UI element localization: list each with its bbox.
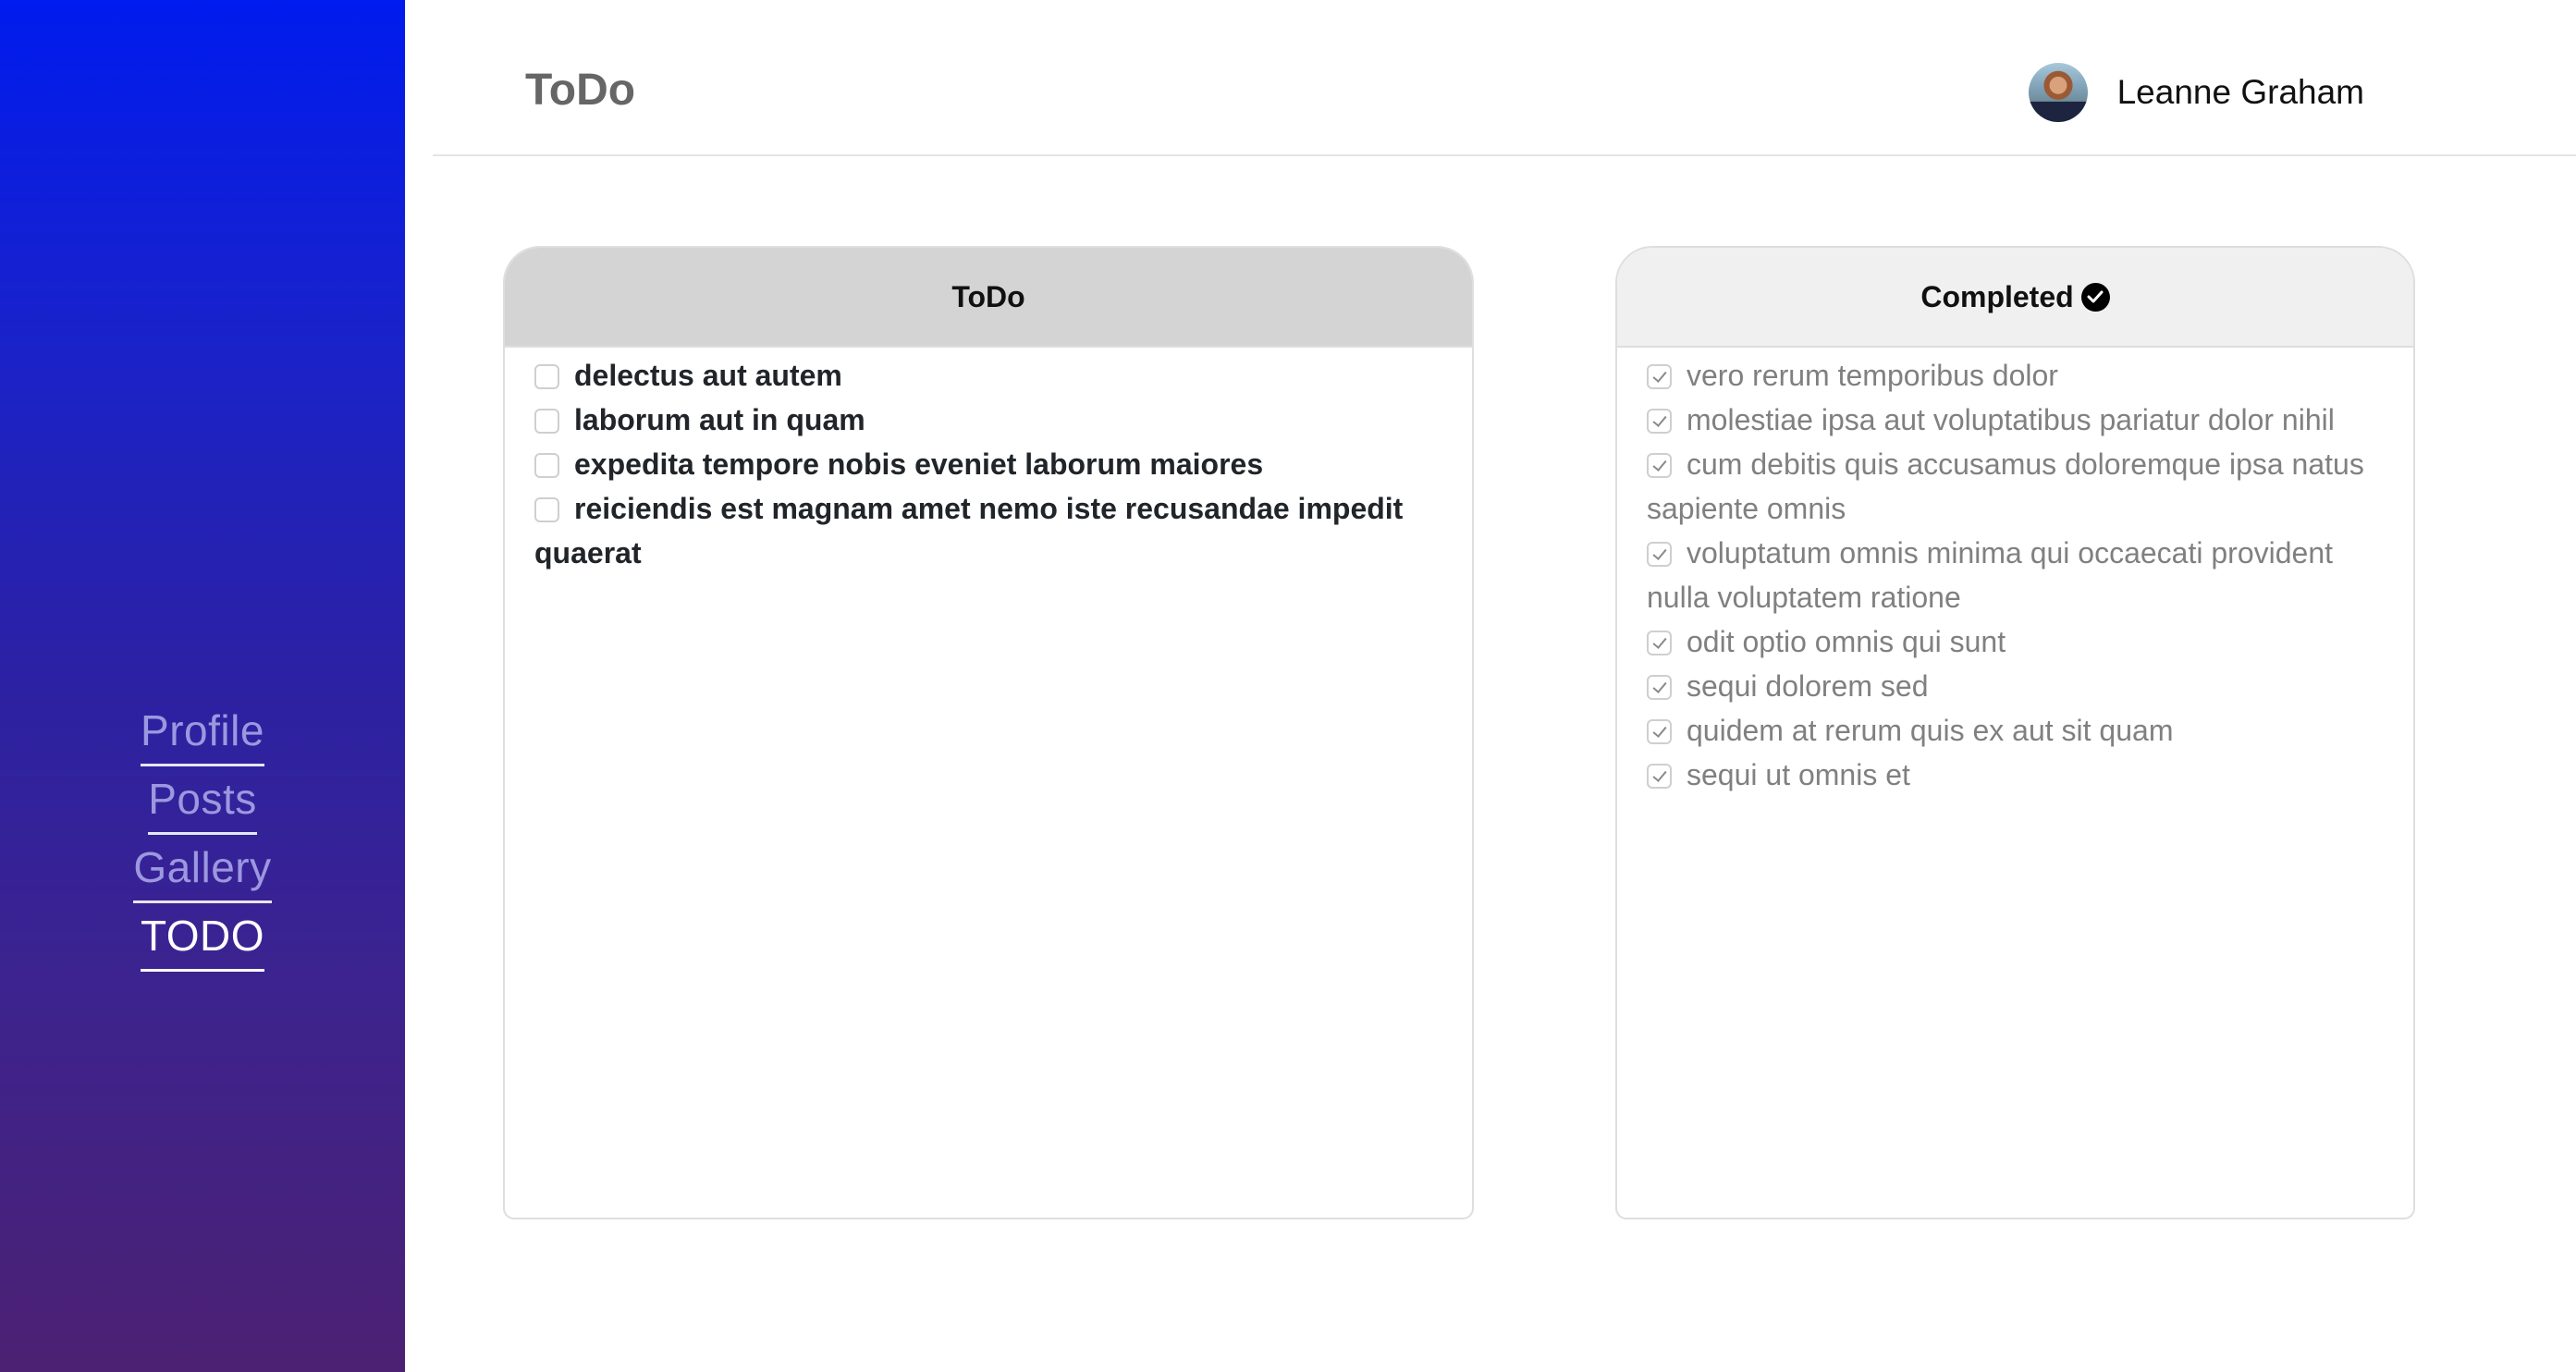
- completed-item-text: voluptatum omnis minima qui occaecati provident nulla voluptatem ratione: [1647, 536, 2333, 614]
- sidebar-item-todo[interactable]: TODO: [141, 908, 264, 972]
- completed-item-text: quidem at rerum quis ex aut sit quam: [1687, 714, 2174, 747]
- user-name: Leanne Graham: [2116, 73, 2364, 111]
- sidebar-item-gallery[interactable]: Gallery: [133, 839, 271, 903]
- sidebar: [0, 0, 405, 1372]
- completed-checkbox[interactable]: [1647, 719, 1672, 744]
- todo-checkbox[interactable]: [534, 497, 559, 522]
- completed-item: [1647, 442, 2384, 531]
- completed-checkbox[interactable]: [1647, 364, 1672, 389]
- completed-panel-title: Completed: [1920, 279, 2074, 313]
- todo-item: [534, 353, 1442, 398]
- completed-item: [1647, 619, 2384, 664]
- user-menu[interactable]: [2029, 63, 2364, 122]
- sidebar-item-profile[interactable]: Profile: [141, 703, 264, 766]
- sidebar-nav: [0, 703, 405, 976]
- completed-panel: [1615, 246, 2415, 1219]
- top-bar: [405, 0, 2576, 156]
- todo-panel: [503, 246, 1474, 1219]
- completed-list: [1617, 348, 2413, 797]
- completed-item: [1647, 398, 2384, 442]
- completed-checkbox[interactable]: [1647, 631, 1672, 655]
- todo-panel-title: ToDo: [951, 279, 1025, 313]
- todo-item: [534, 398, 1442, 442]
- todo-checkbox[interactable]: [534, 364, 559, 389]
- completed-item-text: molestiae ipsa aut voluptatibus pariatur dolor nihil: [1687, 403, 2335, 436]
- completed-checkbox[interactable]: [1647, 764, 1672, 789]
- todo-item: [534, 442, 1442, 486]
- completed-checkbox[interactable]: [1647, 409, 1672, 434]
- todo-list: [505, 348, 1472, 575]
- completed-item: [1647, 753, 2384, 797]
- check-circle-icon: [2081, 283, 2110, 312]
- todo-item-text: laborum aut in quam: [574, 403, 865, 436]
- completed-item-text: vero rerum temporibus dolor: [1687, 359, 2058, 392]
- completed-item: [1647, 664, 2384, 708]
- completed-checkbox[interactable]: [1647, 453, 1672, 478]
- todo-item: [534, 486, 1442, 575]
- completed-item: [1647, 353, 2384, 398]
- completed-item-text: sequi ut omnis et: [1687, 758, 1910, 791]
- completed-item-text: odit optio omnis qui sunt: [1687, 625, 2006, 658]
- todo-panel-header: [505, 248, 1472, 348]
- todo-checkbox[interactable]: [534, 409, 559, 434]
- completed-item: [1647, 708, 2384, 753]
- todo-item-text: reiciendis est magnam amet nemo iste recusandae impedit quaerat: [534, 492, 1404, 570]
- header-divider: [433, 154, 2576, 156]
- completed-item-text: sequi dolorem sed: [1687, 669, 1929, 703]
- avatar[interactable]: [2029, 63, 2088, 122]
- completed-checkbox[interactable]: [1647, 675, 1672, 700]
- todo-item-text: expedita tempore nobis eveniet laborum maiores: [574, 447, 1264, 481]
- completed-panel-header: [1617, 248, 2413, 348]
- completed-item: [1647, 531, 2384, 619]
- page-title: ToDo: [525, 66, 636, 115]
- sidebar-item-posts[interactable]: Posts: [148, 771, 257, 835]
- completed-checkbox[interactable]: [1647, 542, 1672, 567]
- todo-item-text: delectus aut autem: [574, 359, 842, 392]
- todo-checkbox[interactable]: [534, 453, 559, 478]
- completed-item-text: cum debitis quis accusamus doloremque ipsa natus sapiente omnis: [1647, 447, 2364, 525]
